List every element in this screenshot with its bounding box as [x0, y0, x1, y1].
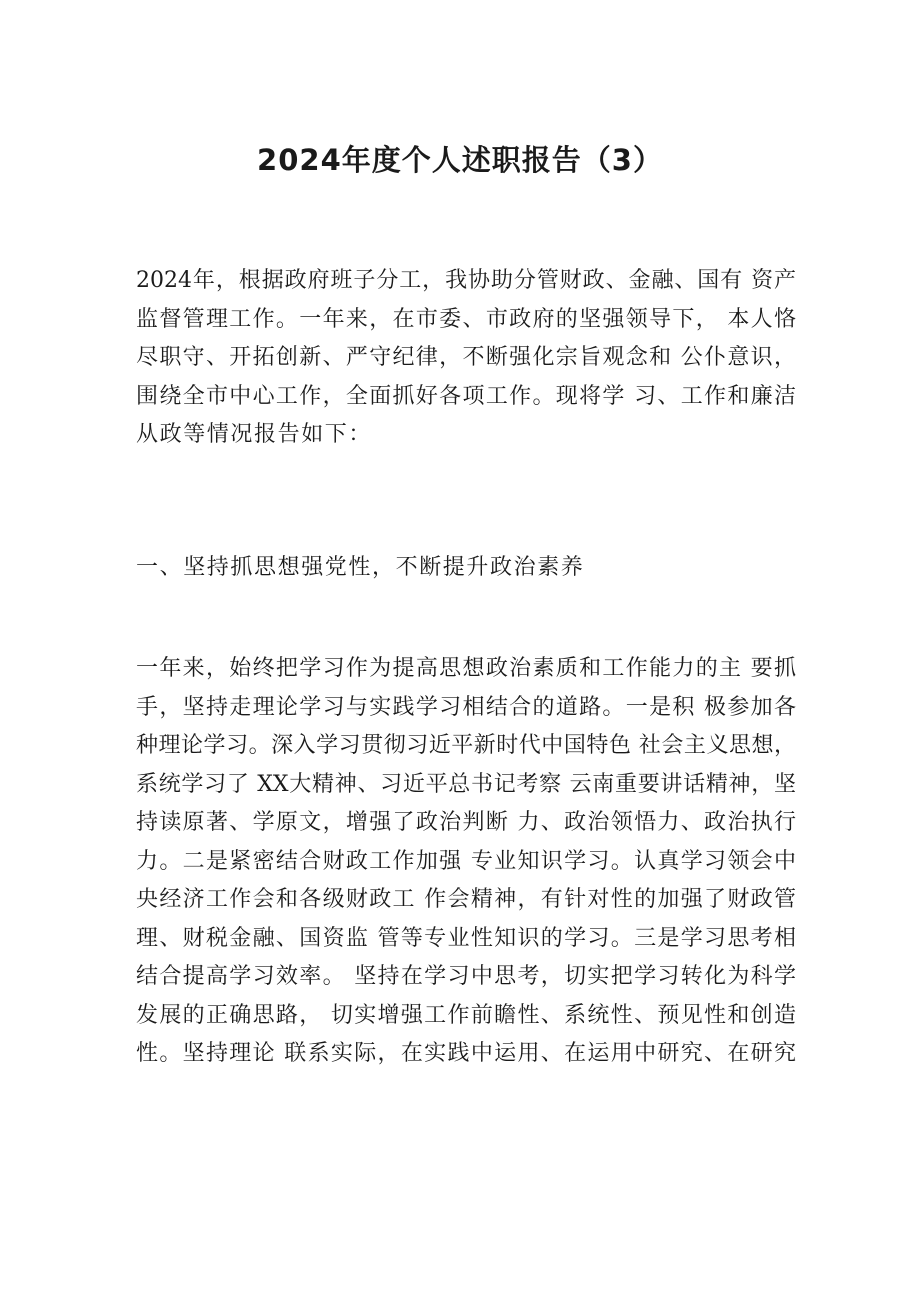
intro-line: 尽职守、开拓创新、严守纪律，不断强化宗旨观念和 公仆意识， [136, 345, 796, 370]
section-line: 一年来，始终把学习作为提高思想政治素质和工作能力的主 要抓 [136, 656, 796, 681]
section-line: 种理论学习。深入学习贯彻习近平新时代中国特色 社会主义思想， [136, 733, 796, 758]
section-line: 手，坚持走理论学习与实践学习相结合的道路。一是积 极参加各 [136, 694, 796, 720]
section-line: 理、财税金融、国资监 管等专业性知识的学习。三是学习思考相 [136, 925, 796, 951]
section-paragraph [136, 650, 796, 1074]
intro-paragraph [136, 262, 796, 455]
section-heading [136, 549, 796, 588]
section-line: 系统学习了 XX大精神、习近平总书记考察 云南重要讲话精神，坚 [136, 771, 796, 797]
section-line: 持读原著、学原文，增强了政治判断 力、政治领悟力、政治执行 [136, 810, 796, 835]
intro-line: 监督管理工作。一年来，在市委、市政府的坚强领导下， 本人恪 [136, 306, 796, 332]
intro-line: 围绕全市中心工作，全面抓好各项工作。现将学 习、工作和廉洁 [136, 383, 796, 409]
intro-line: 从政等情况报告如下： [136, 422, 373, 447]
intro-line: 2024年，根据政府班子分工，我协助分管财政、金融、国有 资产 [136, 268, 796, 293]
section-line: 发展的正确思路， 切实增强工作前瞻性、系统性、预见性和创造 [136, 1002, 796, 1028]
section-line: 力。二是紧密结合财政工作加强 专业知识学习。认真学习领会中 [136, 848, 796, 874]
section-line: 性。坚持理论 联系实际，在实践中运用、在运用中研究、在研究 [136, 1041, 796, 1066]
section-heading-text: 一、坚持抓思想强党性，不断提升政治素养 [136, 555, 585, 580]
section-line: 结合提高学习效率。 坚持在学习中思考，切实把学习转化为科学 [136, 964, 796, 989]
document-title: 2024年度个人述职报告（3） [257, 143, 663, 177]
section-line: 央经济工作会和各级财政工 作会精神，有针对性的加强了财政管 [136, 887, 796, 912]
